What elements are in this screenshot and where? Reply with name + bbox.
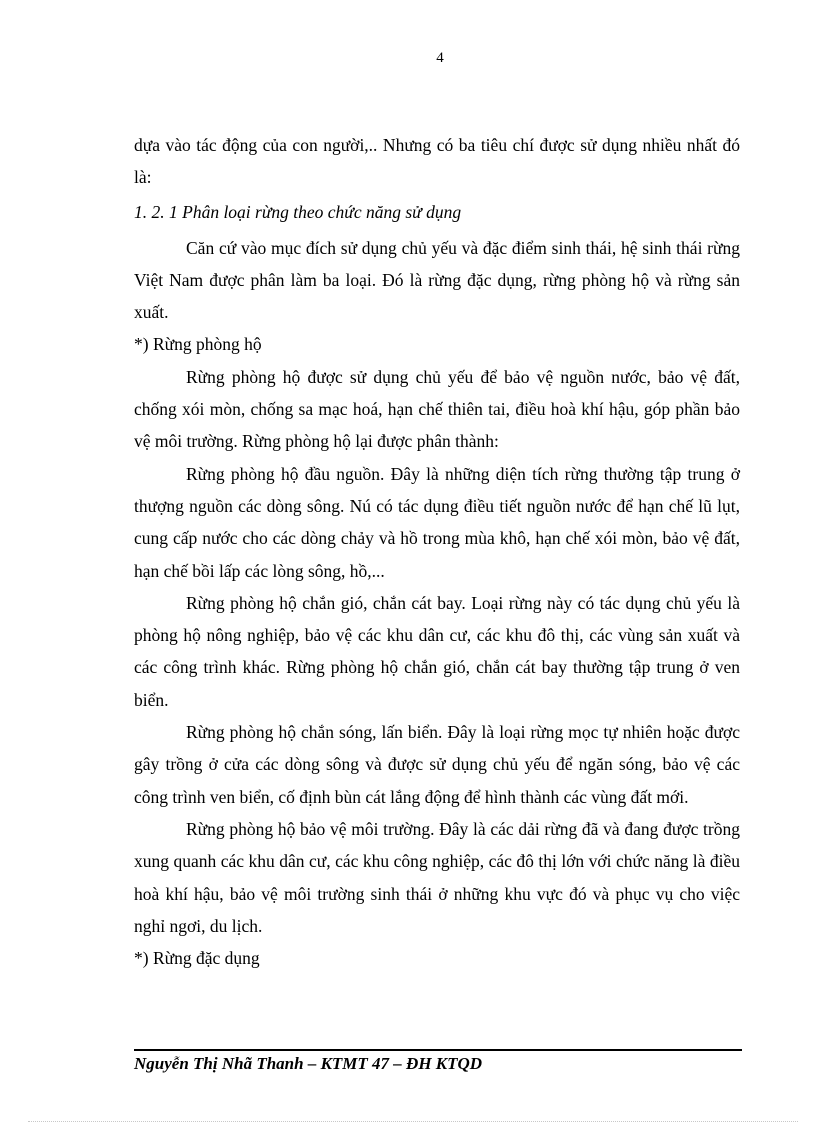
paragraph-headwater-forest: Rừng phòng hộ đầu nguồn. Đây là những diện tích rừng thường tập trung ở thượng nguồn các dòng sông. Nú có tác dụng điều tiết nguồn nước để hạn chế lũ lụt, cung cấp nước cho các dòng chảy và hồ trong mùa khô, hạn chế xói mòn, bảo vệ đất, hạn chế bồi lấp các lòng sông, hồ,... [134, 463, 740, 581]
document-body [134, 129, 740, 974]
paragraph-continuation: dựa vào tác động của con người,.. Nhưng có ba tiêu chí được sử dụng nhiều nhất đó là: [134, 135, 740, 188]
paragraph-coastal-forest: Rừng phòng hộ chắn sóng, lấn biển. Đây là loại rừng mọc tự nhiên hoặc được gây trồng ở cửa các dòng sông và được sử dụng chủ yếu để ngăn sóng, bảo vệ các công trình ven biển, cố định bùn cát lắng động để hình thành các vùng đất mới. [134, 722, 740, 807]
paragraph-environment-forest: Rừng phòng hộ bảo vệ môi trường. Đây là các dải rừng đã và đang được trồng xung quanh các khu dân cư, các khu công nghiệp, các đô thị lớn với chức năng là điều hoà khí hậu, bảo vệ môi trường sinh thái ở những khu vực đó và phục vụ cho việc nghỉ ngơi, du lịch. [134, 818, 740, 936]
footer-divider [134, 1049, 742, 1051]
section-heading: 1. 2. 1 Phân loại rừng theo chức năng sử dụng [134, 201, 462, 222]
subheading-protection-forest: *) Rừng phòng hộ [134, 334, 262, 355]
footer-author: Nguyễn Thị Nhã Thanh – KTMT 47 – ĐH KTQD [134, 1054, 483, 1073]
paragraph-classification: Căn cứ vào mục đích sử dụng chủ yếu và đặc điểm sinh thái, hệ sinh thái rừng Việt Nam được phân làm ba loại. Đó là rừng đặc dụng, rừng phòng hộ và rừng sản xuất. [134, 237, 740, 323]
paragraph-protection-forest: Rừng phòng hộ được sử dụng chủ yếu để bảo vệ nguồn nước, bảo vệ đất, chống xói mòn, chống sa mạc hoá, hạn chế thiên tai, điều hoà khí hậu, góp phần bảo vệ môi trường. Rừng phòng hộ lại được phân thành: [134, 366, 740, 452]
subheading-special-use-forest: *) Rừng đặc dụng [134, 948, 260, 969]
paragraph-windbreak-forest: Rừng phòng hộ chắn gió, chắn cát bay. Loại rừng này có tác dụng chủ yếu là phòng hộ nông nghiệp, bảo vệ các khu dân cư, các khu đô thị, các vùng sản xuất và các công trình khác. Rừng phòng hộ chắn gió, chắn cát bay thường tập trung ở ven biển. [134, 592, 740, 710]
page-bottom-border [28, 1121, 798, 1122]
page-number: 4 [436, 50, 444, 66]
